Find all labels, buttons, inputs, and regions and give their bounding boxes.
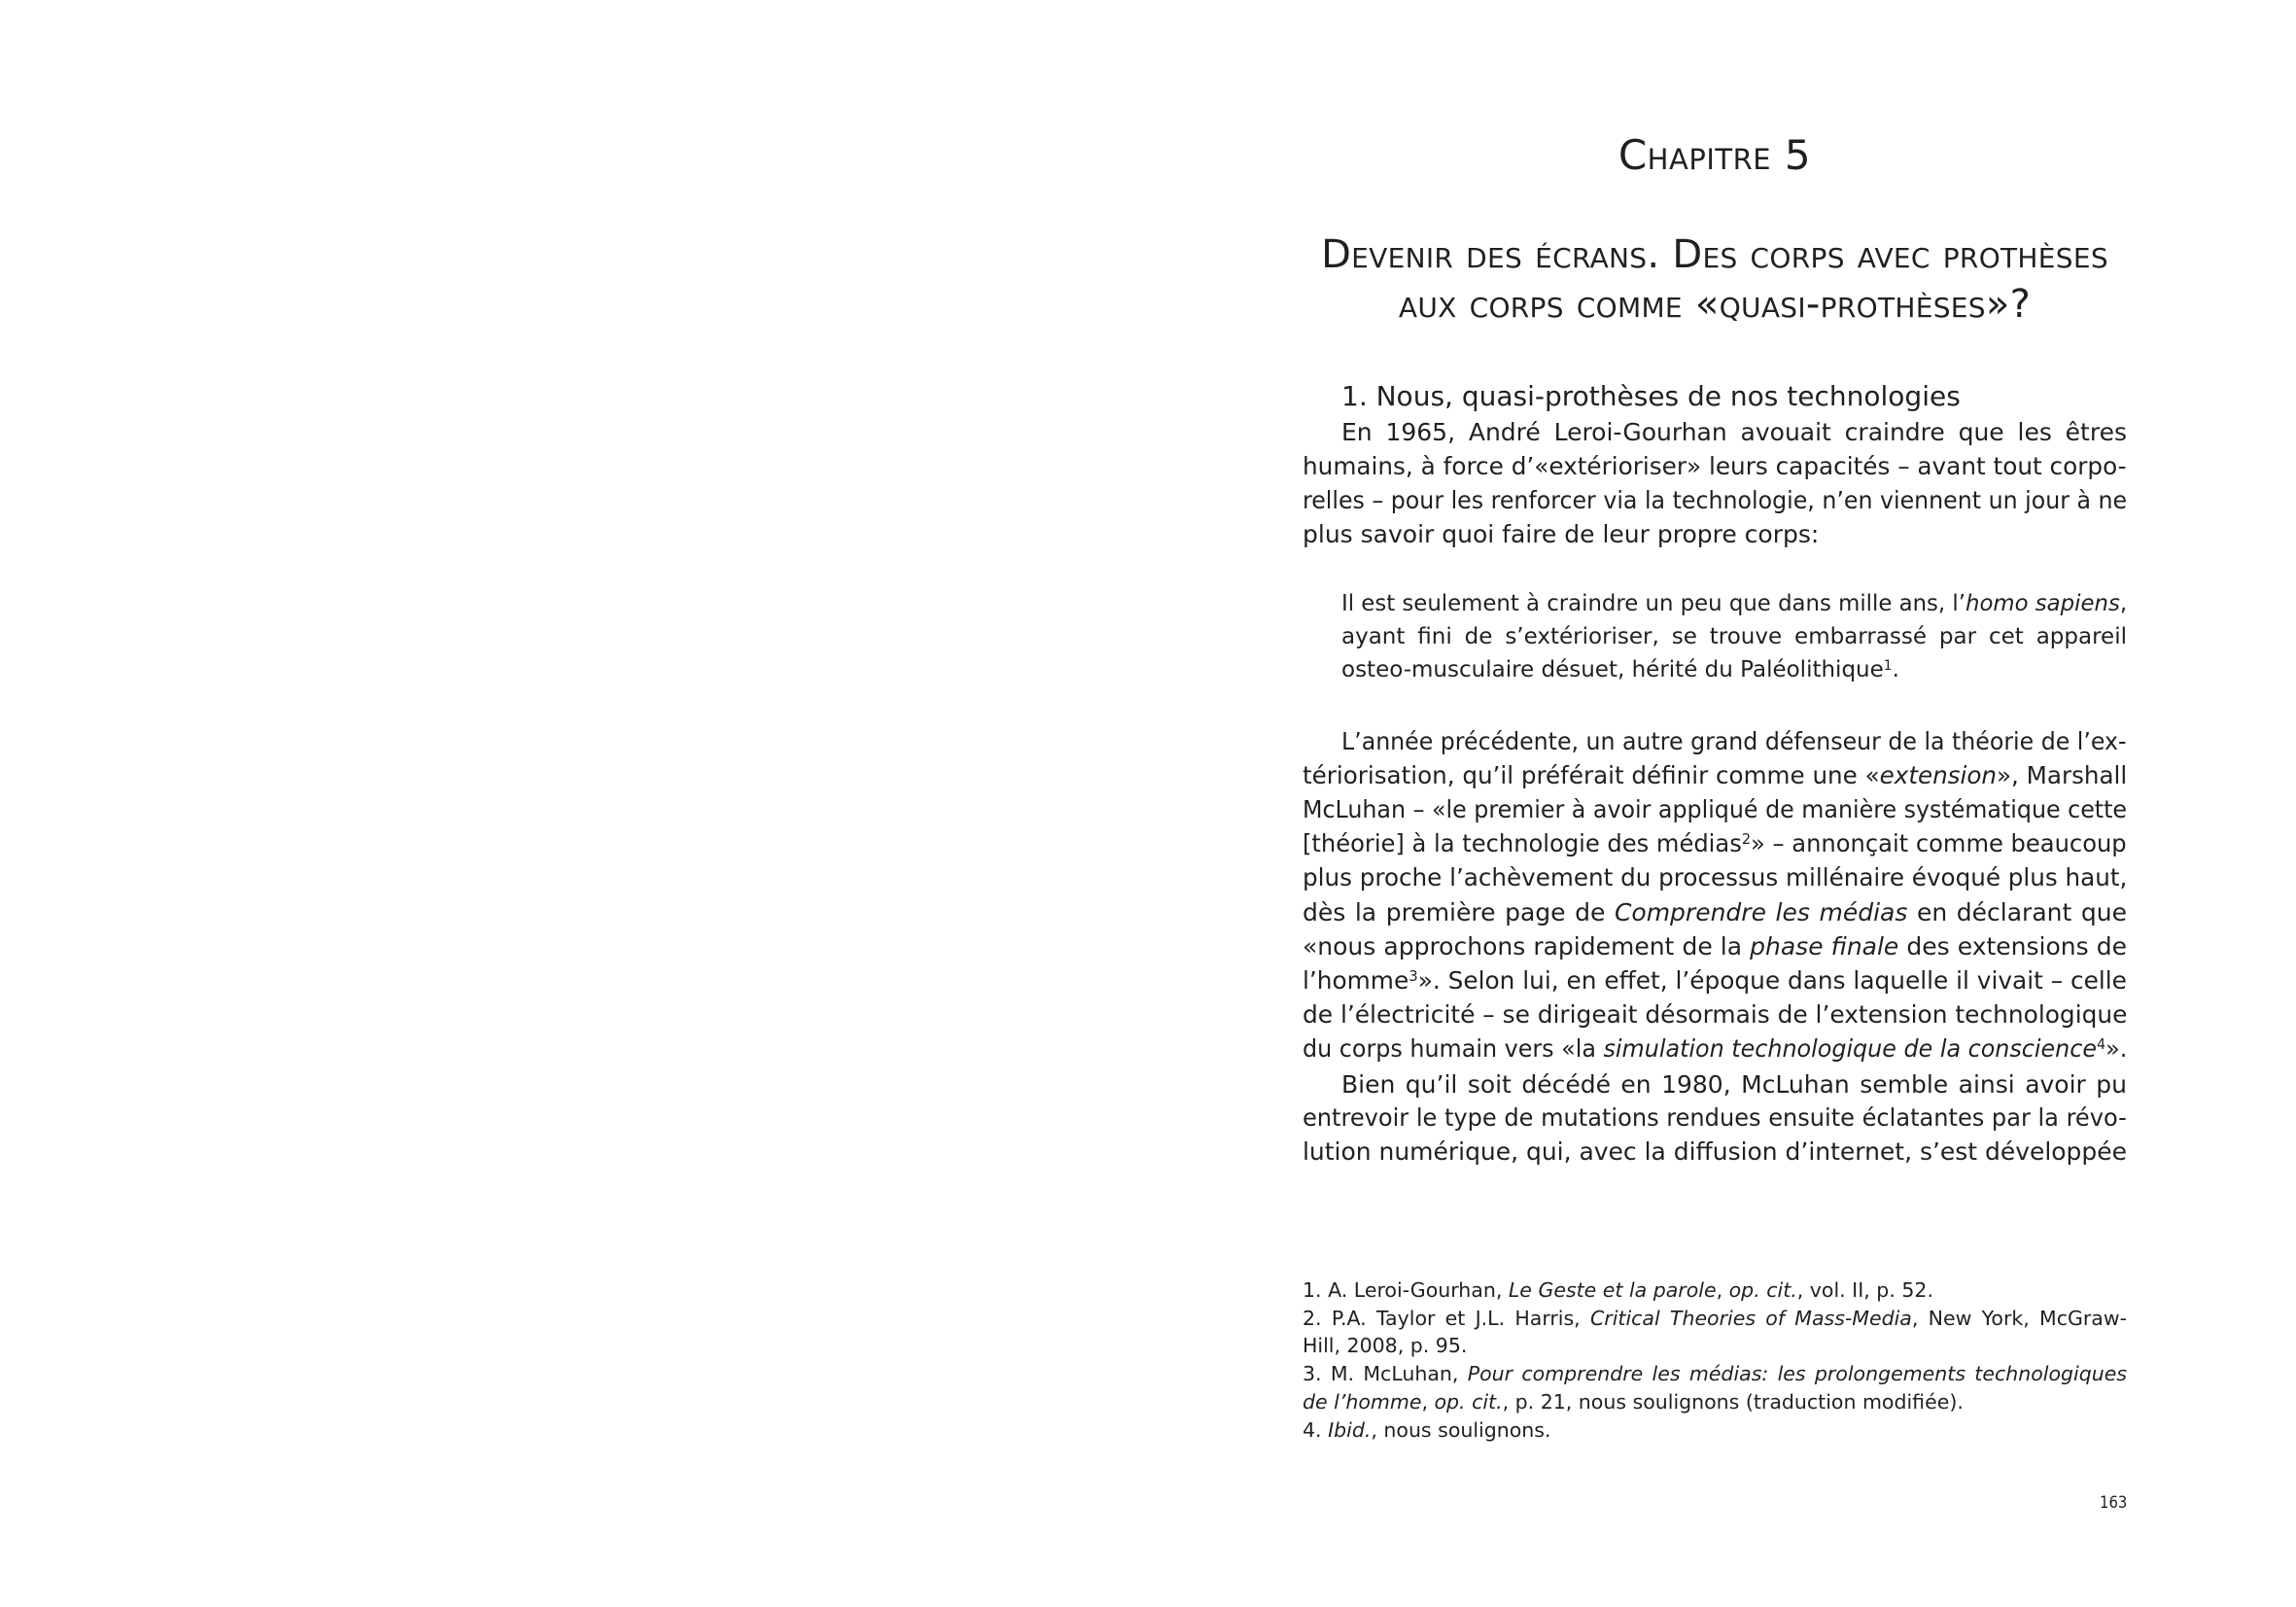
text-run: Il est seulement à craindre un peu que dans mille ans, l’ (1341, 591, 1966, 617)
text-run: Bien qu’il soit décédé en 1980, McLuhan semble ainsi avoir pu (1341, 1069, 2127, 1099)
text-run: 1. A. Leroi-Gourhan, (1303, 1278, 1509, 1303)
body-line (1303, 931, 2127, 961)
text-run: du corps humain vers «la (1303, 1034, 1604, 1064)
text-run: en déclarant que (1907, 897, 2127, 926)
body-line (1303, 451, 2127, 480)
text-run: 4. (1303, 1418, 1329, 1443)
text-run: entrevoir le type de mutations rendues ensuite éclatantes par la révo- (1303, 1103, 2127, 1133)
italic-text: Critical Theories of Mass-Media (1589, 1307, 1912, 1331)
footnote-ref: 2 (1741, 829, 1752, 848)
body-line (1303, 519, 1820, 548)
body-line (1341, 726, 2127, 755)
body-line (1303, 1136, 2127, 1166)
text-run: osteo-musculaire désuet, hérité du Paléolithique (1341, 657, 1884, 683)
text-run: ». (2105, 1034, 2128, 1064)
body-line (1303, 1103, 2127, 1133)
chapter-title-line-2: aux corps comme «quasi-prothèses»? (1398, 282, 2032, 327)
text-run: Hill, 2008, p. 95. (1303, 1334, 1468, 1358)
body-line (1303, 897, 2127, 926)
footnote-line (1303, 1336, 1467, 1356)
text-run: , (1421, 1390, 1435, 1415)
text-run: McLuhan – «le premier à avoir appliqué de manière systématique cette (1303, 794, 2128, 823)
quote-line (1341, 593, 2127, 615)
footnote-ref: 1 (1883, 657, 1893, 674)
italic-text: phase finale (1750, 931, 1899, 961)
italic-text: Comprendre les médias (1614, 897, 1908, 926)
text-run: 3. M. McLuhan, (1303, 1362, 1468, 1386)
footnote-line (1303, 1364, 2127, 1384)
italic-text: simulation technologique de la conscience (1603, 1034, 2098, 1064)
body-line (1341, 1069, 2127, 1099)
body-line (1303, 760, 2128, 789)
italic-text: op. cit. (1434, 1390, 1503, 1415)
text-run: relles – pour les renforcer via la technologie, n’en viennent un jour à ne (1303, 485, 2128, 514)
text-run: ayant fini de s’extérioriser, se trouve embarrassé par cet appareil (1341, 624, 2127, 650)
body-line (1341, 417, 2127, 446)
text-run: L’année précédente, un autre grand défenseur de la théorie de l’ex- (1341, 726, 2127, 755)
text-run: , vol. II, p. 52. (1796, 1278, 1933, 1303)
text-run: humains, à force d’«extérioriser» leurs capacités – avant tout corpo- (1303, 451, 2127, 480)
body-line (1303, 485, 2128, 514)
text-run: lution numérique, qui, avec la diffusion d’internet, s’est développée (1303, 1136, 2127, 1166)
body-line (1303, 794, 2128, 823)
text-run: plus proche l’achèvement du processus millénaire évoqué plus haut, (1303, 863, 2128, 892)
footnote-line (1303, 1392, 1964, 1413)
chapter-label: Chapitre 5 (1618, 131, 1812, 179)
body-line (1303, 831, 2127, 856)
text-run: l’homme (1303, 965, 1409, 995)
text-run: En 1965, André Leroi-Gourhan avouait craindre que les êtres (1341, 417, 2127, 446)
page-number: 163 (2100, 1493, 2128, 1513)
italic-text: Le Geste et la parole (1508, 1278, 1717, 1303)
text-run: ». Selon lui, en effet, l’époque dans laquelle il vivait – celle (1417, 965, 2127, 995)
italic-text: homo sapiens (1965, 591, 2120, 617)
text-run: , New York, McGraw- (1911, 1307, 2128, 1331)
text-run: , (1716, 1278, 1729, 1303)
text-run: 2. P.A. Taylor et J.L. Harris, (1303, 1307, 1590, 1331)
text-run: , p. 21, nous soulignons (traduction modifiée). (1502, 1390, 1964, 1415)
footnote-line (1303, 1280, 1933, 1301)
italic-text: op. cit. (1728, 1278, 1797, 1303)
text-run: » – annonçait comme beaucoup (1751, 829, 2127, 858)
text-run: de l’électricité – se dirigeait désormais de l’extension technologique (1303, 1000, 2128, 1030)
text-run: tériorisation, qu’il préférait définir comme une « (1303, 760, 1880, 789)
footnote-line (1303, 1420, 1550, 1441)
text-run: plus savoir quoi faire de leur propre corps: (1303, 519, 1820, 548)
body-line (1303, 865, 2127, 890)
text-run: «nous approchons rapidement de la (1303, 931, 1751, 961)
chapter-title-line-1: Devenir des écrans. Des corps avec prothèses (1321, 232, 2108, 277)
quote-line (1341, 626, 2127, 648)
body-line (1303, 965, 2127, 995)
italic-text: de l’homme (1303, 1390, 1422, 1415)
text-run: dès la première page de (1303, 897, 1615, 926)
quote-line (1341, 659, 1899, 681)
italic-text: Ibid. (1328, 1418, 1372, 1443)
right-page (1148, 0, 2296, 1607)
text-run: », Marshall (1996, 760, 2128, 789)
footnote-line (1303, 1309, 2127, 1329)
text-run: , nous soulignons. (1371, 1418, 1551, 1443)
text-run: [théorie] à la technologie des médias (1303, 829, 1742, 858)
text-run: des extensions de (1898, 931, 2127, 961)
footnote-ref: 4 (2097, 1035, 2106, 1054)
body-line (1303, 1034, 2128, 1064)
body-line (1303, 1000, 2128, 1030)
italic-text: Pour comprendre les médias: les prolongements technologiques (1467, 1362, 2128, 1386)
section-heading: 1. Nous, quasi-prothèses de nos technologies (1341, 380, 1961, 412)
footnote-ref: 3 (1409, 966, 1418, 985)
text-run: , (2119, 591, 2128, 617)
italic-text: extension (1879, 760, 1997, 789)
text-run: . (1892, 657, 1899, 683)
